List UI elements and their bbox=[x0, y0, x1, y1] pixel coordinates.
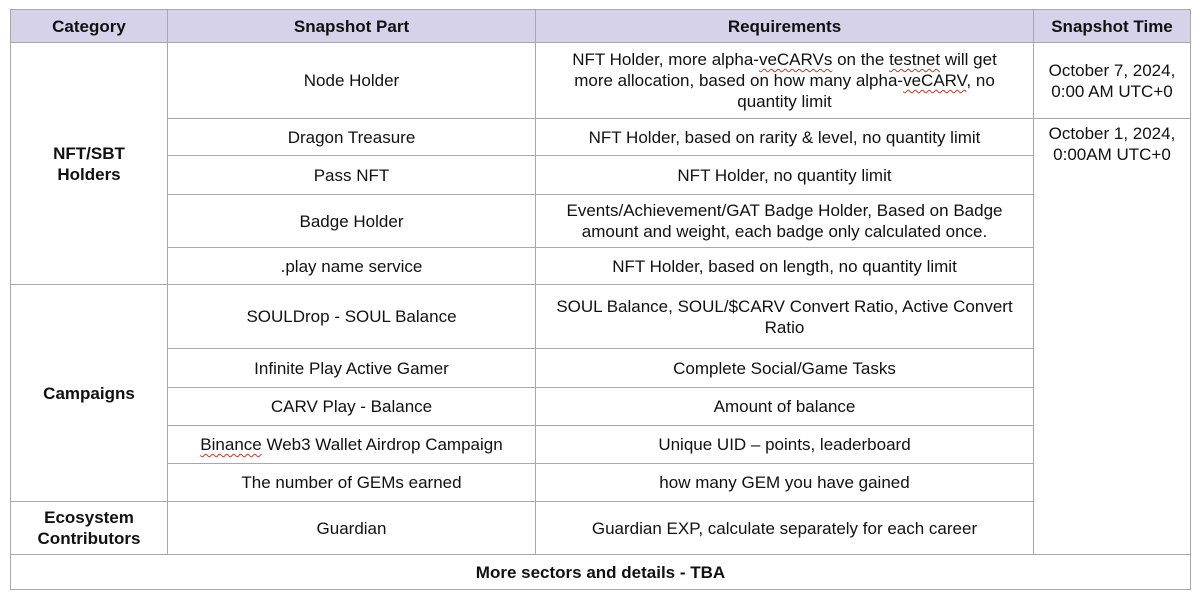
snapshot-time-oct-1 bbox=[1034, 119, 1191, 555]
category-label: Ecosystem Contributors bbox=[37, 508, 141, 548]
category-label: NFT/SBT Holders bbox=[53, 143, 125, 184]
req-text: on the bbox=[832, 50, 890, 69]
part-cell: Node Holder bbox=[168, 43, 536, 119]
requirements-cell: Events/Achievement/GAT Badge Holder, Based on Badge amount and weight, each badge only calculated once. bbox=[536, 195, 1034, 248]
part-cell: Pass NFT bbox=[168, 156, 536, 195]
table-row bbox=[11, 502, 1191, 555]
part-cell: SOULDrop - SOUL Balance bbox=[168, 285, 536, 349]
requirements-cell: Unique UID – points, leaderboard bbox=[536, 426, 1034, 464]
part-cell bbox=[168, 426, 536, 464]
requirements-cell: NFT Holder, no quantity limit bbox=[536, 156, 1034, 195]
table-row bbox=[11, 349, 1191, 388]
header-snapshot-time: Snapshot Time bbox=[1034, 10, 1191, 43]
table-row bbox=[11, 464, 1191, 502]
part-cell: Guardian bbox=[168, 502, 536, 555]
table-row bbox=[11, 43, 1191, 119]
snapshot-table bbox=[10, 9, 1191, 590]
table-row bbox=[11, 119, 1191, 156]
spellcheck-word: veCARVs bbox=[758, 50, 833, 69]
footer-note: More sectors and details - TBA bbox=[11, 555, 1191, 590]
requirements-cell bbox=[536, 43, 1034, 119]
req-text: will get more allocation, based on how many alpha- bbox=[574, 50, 997, 90]
spellcheck-word: Binance bbox=[200, 435, 262, 454]
requirements-cell: Guardian EXP, calculate separately for each career bbox=[536, 502, 1034, 555]
spellcheck-word: testnet bbox=[889, 50, 941, 69]
table-row bbox=[11, 426, 1191, 464]
part-cell: CARV Play - Balance bbox=[168, 388, 536, 426]
part-cell: The number of GEMs earned bbox=[168, 464, 536, 502]
table-row bbox=[11, 195, 1191, 248]
part-cell: Infinite Play Active Gamer bbox=[168, 349, 536, 388]
category-ecosystem-contributors bbox=[11, 502, 168, 555]
table-row bbox=[11, 388, 1191, 426]
header-snapshot-part: Snapshot Part bbox=[168, 10, 536, 43]
requirements-cell: NFT Holder, based on length, no quantity limit bbox=[536, 248, 1034, 285]
category-campaigns bbox=[11, 285, 168, 502]
req-text: NFT Holder, more alpha- bbox=[572, 50, 759, 69]
requirements-cell: how many GEM you have gained bbox=[536, 464, 1034, 502]
table-row bbox=[11, 248, 1191, 285]
footer-row bbox=[11, 555, 1191, 590]
category-label: Campaigns bbox=[43, 383, 135, 403]
header-requirements: Requirements bbox=[536, 10, 1034, 43]
req-text: , no quantity limit bbox=[737, 71, 995, 111]
category-nft-sbt-holders bbox=[11, 43, 168, 285]
requirements-cell: NFT Holder, based on rarity & level, no quantity limit bbox=[536, 119, 1034, 156]
table-row bbox=[11, 285, 1191, 349]
requirements-cell: Amount of balance bbox=[536, 388, 1034, 426]
part-cell: Dragon Treasure bbox=[168, 119, 536, 156]
part-cell: Badge Holder bbox=[168, 195, 536, 248]
part-cell: .play name service bbox=[168, 248, 536, 285]
part-text: Web3 Wallet Airdrop Campaign bbox=[261, 435, 503, 454]
snapshot-time-text: October 1, 2024, 0:00AM UTC+0 bbox=[1048, 123, 1176, 164]
header-row bbox=[11, 10, 1191, 43]
snapshot-time-oct-7: October 7, 2024, 0:00 AM UTC+0 bbox=[1034, 43, 1191, 119]
spellcheck-word: veCARV bbox=[903, 71, 967, 90]
requirements-cell: Complete Social/Game Tasks bbox=[536, 349, 1034, 388]
header-category: Category bbox=[11, 10, 168, 43]
table-row bbox=[11, 156, 1191, 195]
requirements-cell: SOUL Balance, SOUL/$CARV Convert Ratio, Active Convert Ratio bbox=[536, 285, 1034, 349]
